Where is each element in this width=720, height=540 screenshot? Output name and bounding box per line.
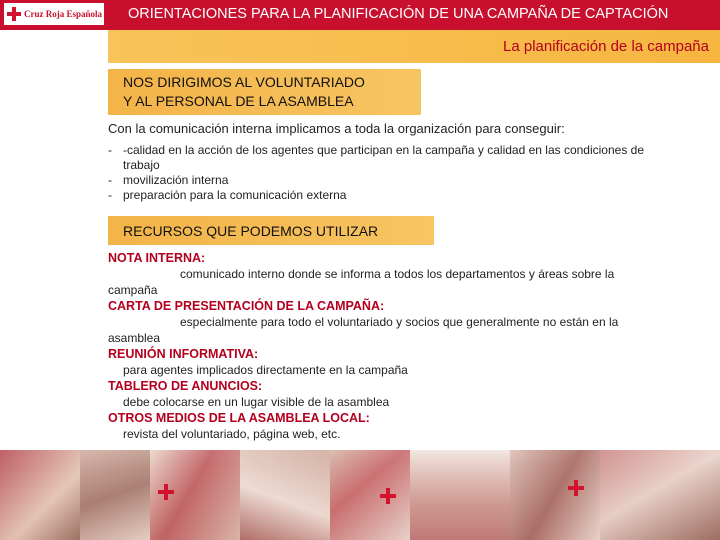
red-cross-icon [380,488,396,504]
bullet-marker: - [108,173,112,187]
photo-volunteer [600,450,720,540]
photo-collage [0,450,720,540]
logo-text: Cruz Roja Española [24,9,103,19]
bullet-marker: - [108,143,112,157]
header-bar [0,0,720,30]
audience-line-2: Y AL PERSONAL DE LA ASAMBLEA [123,93,354,109]
red-cross-icon [158,484,174,500]
list-item [108,173,668,188]
photo-volunteer [240,450,330,540]
photo-volunteer [330,450,410,540]
resource-name: NOTA INTERNA: [108,251,206,265]
resource-description: revista del voluntariado, página web, etc. [123,427,341,441]
resource-name: OTROS MEDIOS DE LA ASAMBLEA LOCAL: [108,411,370,425]
resource-description: debe colocarse en un lugar visible de la asamblea [123,395,390,409]
resource-description: comunicado interno donde se informa a todos los departamentos y áreas sobre la campaña [108,267,615,297]
intro-text: Con la comunicación interna implicamos a toda la organización para conseguir: [108,121,565,136]
bullet-text: preparación para la comunicación externa [123,188,347,202]
red-cross-icon [568,480,584,496]
list-item [108,188,668,203]
page-subtitle: La planificación de la campaña [503,38,709,55]
bullet-text: movilización interna [123,173,229,187]
photo-volunteer [410,450,510,540]
audience-box [108,69,421,115]
page-title: ORIENTACIONES PARA LA PLANIFICACIÓN DE UNA CAMPAÑA DE CAPTACIÓN [128,6,669,22]
resources-heading: RECURSOS QUE PODEMOS UTILIZAR [123,223,379,239]
photo-volunteer [510,450,600,540]
audience-line-1: NOS DIRIGIMOS AL VOLUNTARIADO [123,74,365,90]
photo-volunteer [80,450,150,540]
resource-description: para agentes implicados directamente en la campaña [123,363,408,377]
photo-volunteer [0,450,80,540]
red-cross-icon [7,7,21,21]
logo [4,3,104,25]
resources-box [108,216,434,245]
subtitle-bar [108,30,720,63]
bullet-text: -calidad en la acción de los agentes que participan en la campaña y calidad en las condiciones de trabajo [123,143,645,172]
goals-list [108,143,668,203]
resources-list [108,250,658,442]
resource-name: REUNIÓN INFORMATIVA: [108,347,259,361]
resource-description: especialmente para todo el voluntariado y socios que generalmente no están en la asamblea [108,315,619,345]
list-item [108,143,668,173]
resource-name: CARTA DE PRESENTACIÓN DE LA CAMPAÑA: [108,299,385,313]
bullet-marker: - [108,188,112,202]
resource-name: TABLERO DE ANUNCIOS: [108,379,263,393]
